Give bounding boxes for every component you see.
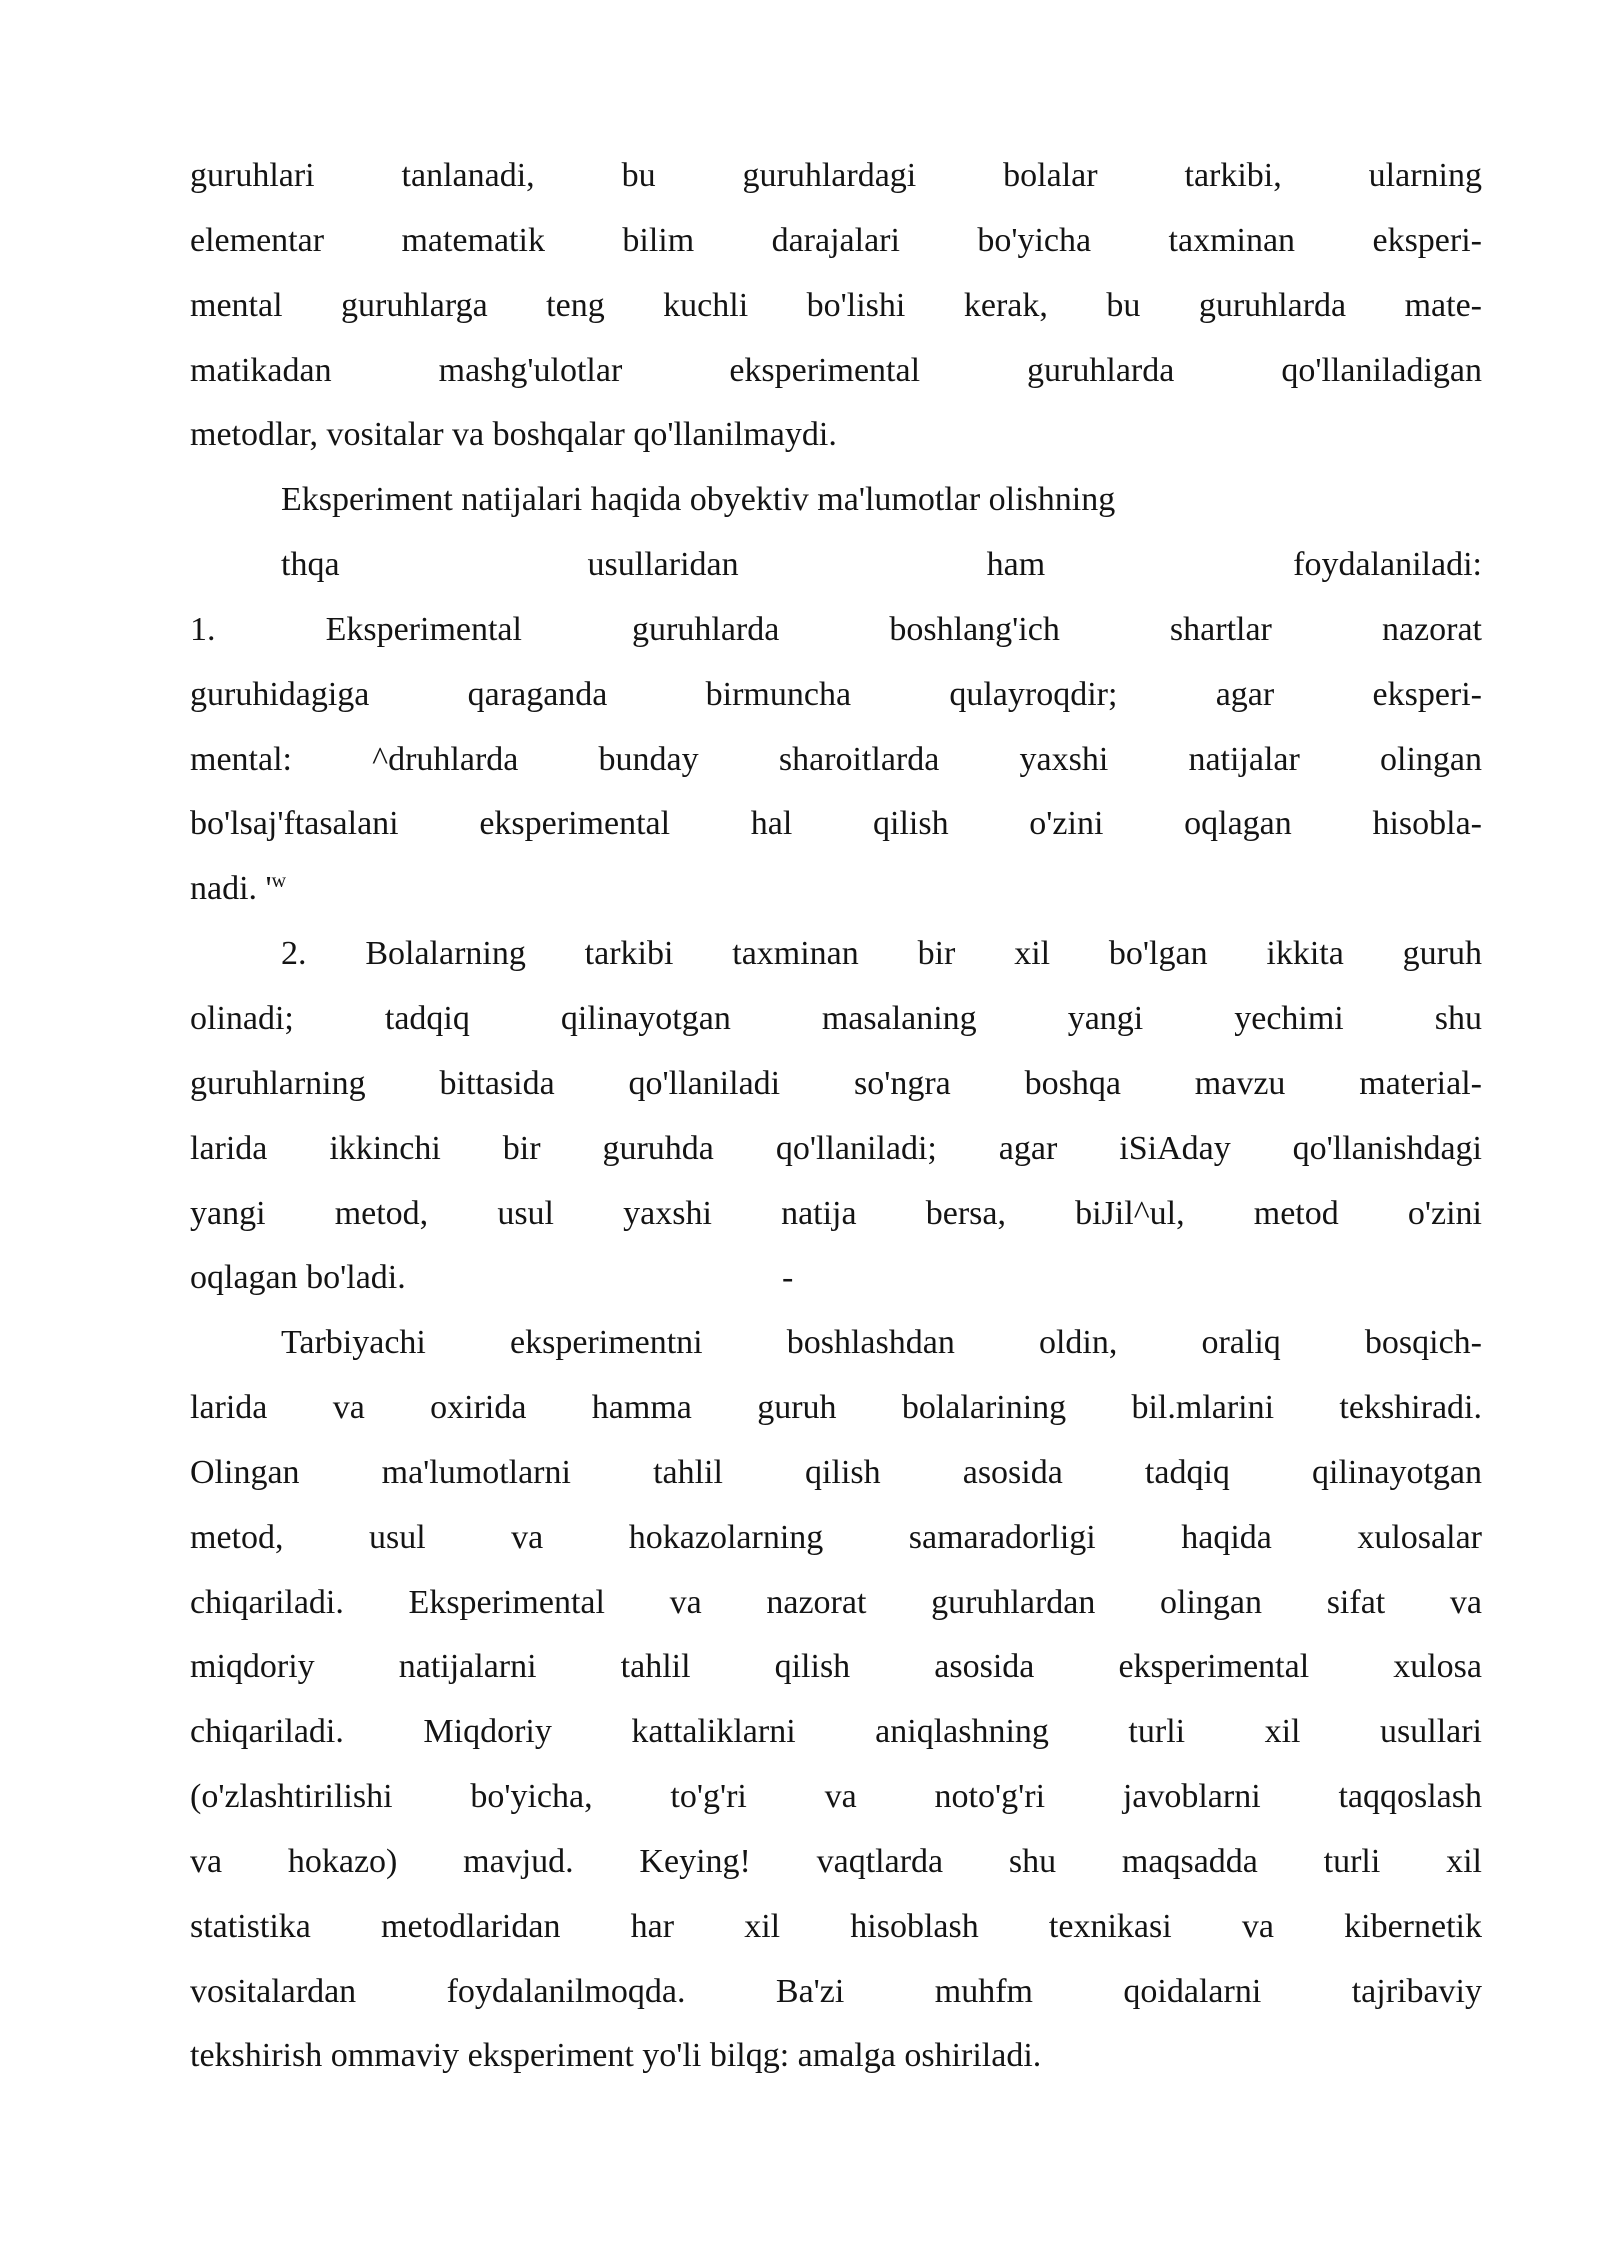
text-line: mental: ^druhlarda bunday sharoitlarda yaxshi natijalar olingan <box>190 740 1482 778</box>
text-line: metodlar, vositalar va boshqalar qo'llanilmaydi. <box>190 416 837 454</box>
text-line: statistika metodlaridan har xil hisoblash texnikasi va kibernetik <box>190 1907 1482 1945</box>
text-line: yangi metod, usul yaxshi natija bersa, biJil^ul, metod o'zini <box>190 1194 1482 1232</box>
text-line: Eksperiment natijalari haqida obyektiv ma'lumotlar olishning <box>281 481 1116 519</box>
text-line: guruhlarning bittasida qo'llaniladi so'ngra boshqa mavzu material- <box>190 1064 1482 1102</box>
text-line: va hokazo) mavjud. Keying! vaqtlarda shu maqsadda turli xil <box>190 1842 1482 1880</box>
text-line <box>190 1246 1482 1311</box>
text-line: Tarbiyachi eksperimentni boshlashdan oldin, oraliq bosqich- <box>281 1324 1482 1362</box>
text-line: vositalardan foydalanilmoqda. Ba'zi muhfm qoidalarni tajribaviy <box>190 1972 1482 2010</box>
text-line-content: nadi. ' <box>190 870 272 908</box>
text-line: metod, usul va hokazolarning samaradorligi haqida xulosalar <box>190 1518 1482 1556</box>
body-text <box>190 144 1482 2089</box>
text-line: chiqariladi. Miqdoriy kattaliklarni aniqlashning turli xil usullari <box>190 1713 1482 1751</box>
text-line: tekshirish ommaviy eksperiment yo'li bilqg: amalga oshiriladi. <box>190 2037 1042 2075</box>
text-line: 1. Eksperimental guruhlarda boshlang'ich shartlar nazorat <box>190 610 1482 648</box>
text-line: larida ikkinchi bir guruhda qo'llaniladi; agar iSiAday qo'llanishdagi <box>190 1129 1482 1167</box>
text-line: mental guruhlarga teng kuchli bo'lishi kerak, bu guruhlarda mate- <box>190 286 1482 324</box>
text-line: guruhidagiga qaraganda birmuncha qulayroqdir; agar eksperi- <box>190 675 1482 713</box>
text-line: (o'zlashtirilishi bo'yicha, to'g'ri va noto'g'ri javoblarni taqqoslash <box>190 1778 1482 1816</box>
superscript-mark: w <box>271 870 287 893</box>
text-line: thqa usullaridan ham foydalaniladi: <box>281 546 1482 584</box>
text-line: guruhlari tanlanadi, bu guruhlardagi bolalar tarkibi, ularning <box>190 157 1482 194</box>
text-line: miqdoriy natijalarni tahlil qilish asosida eksperimental xulosa <box>190 1648 1482 1686</box>
stray-dash: - <box>782 1259 794 1297</box>
text-line: elementar matematik bilim darajalari bo'yicha taxminan eksperi- <box>190 221 1482 259</box>
text-line: Olingan ma'lumotlarni tahlil qilish asosida tadqiq qilinayotgan <box>190 1453 1482 1491</box>
text-line <box>190 857 1482 922</box>
text-line: chiqariladi. Eksperimental va nazorat guruhlardan olingan sifat va <box>190 1583 1482 1621</box>
text-line: matikadan mashg'ulotlar eksperimental guruhlarda qo'llaniladigan <box>190 351 1482 389</box>
text-line: bo'lsaj'ftasalani eksperimental hal qilish o'zini oqlagan hisobla- <box>190 805 1482 843</box>
text-line: olinadi; tadqiq qilinayotgan masalaning yangi yechimi shu <box>190 999 1482 1037</box>
text-line: larida va oxirida hamma guruh bolalarining bil.mlarini tekshiradi. <box>190 1389 1482 1427</box>
text-line-content: oqlagan bo'ladi. <box>190 1259 406 1297</box>
text-line: 2. Bolalarning tarkibi taxminan bir xil bo'lgan ikkita guruh <box>281 935 1482 973</box>
